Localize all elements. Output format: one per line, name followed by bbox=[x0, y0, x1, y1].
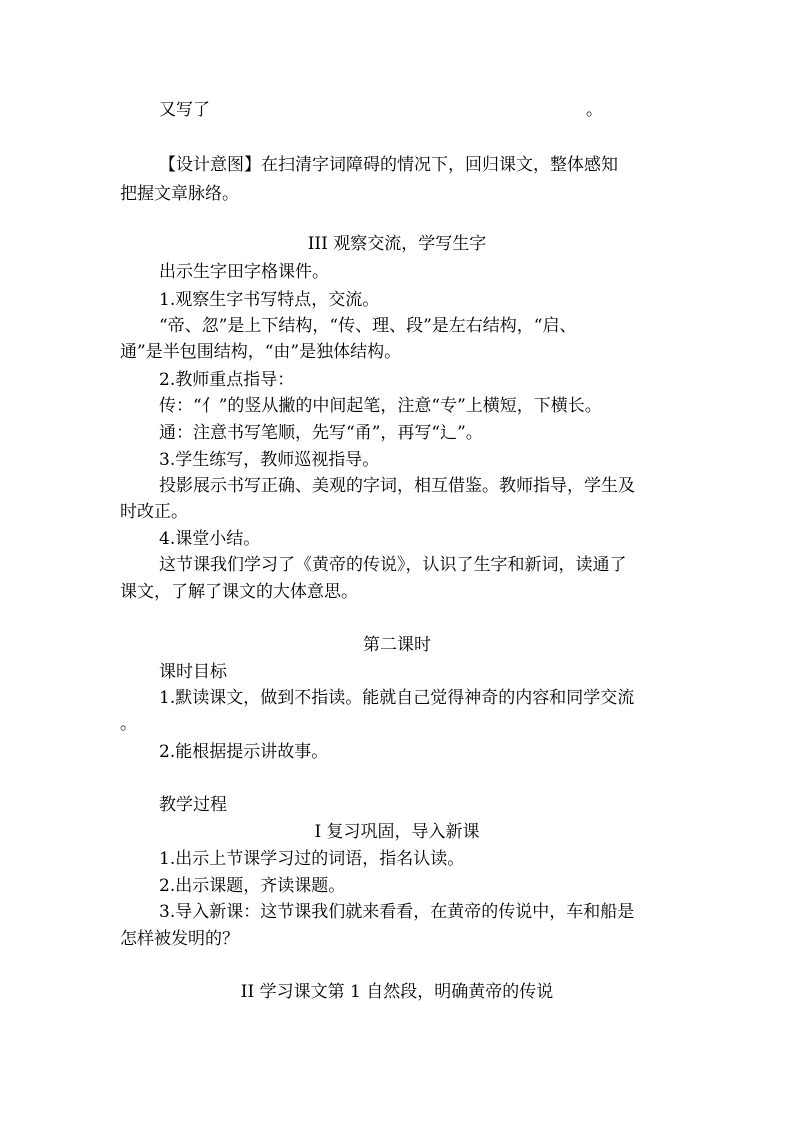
list-item-3: 3.学生练写，教师巡视指导。 bbox=[159, 450, 380, 470]
paragraph-line: 时改正。 bbox=[120, 502, 188, 522]
step-2: 2.出示课题，齐读课题。 bbox=[159, 876, 346, 896]
objective-2: 2.能根据提示讲故事。 bbox=[159, 742, 329, 762]
paragraph-line: 通：注意书写笔顺，先写“甬”，再写“辶”。 bbox=[159, 423, 483, 443]
section-heading-i: I 复习巩固，导入新课 bbox=[314, 822, 480, 842]
paragraph-line: 传：“亻”的竖从撇的中间起笔，注意“专”上横短，下横长。 bbox=[159, 396, 602, 416]
section-heading-ii: II 学习课文第 1 自然段，明确黄帝的传说 bbox=[240, 982, 554, 1002]
section-heading-iii: III 观察交流，学写生字 bbox=[307, 234, 487, 254]
list-item-4: 4.课堂小结。 bbox=[159, 529, 261, 549]
paragraph-line: 课文，了解了课文的大体意思。 bbox=[120, 582, 358, 602]
list-item-1: 1.观察生字书写特点，交流。 bbox=[159, 290, 380, 310]
paragraph-line: 这节课我们学习了《黄帝的传说》，认识了生字和新词，读通了 bbox=[159, 555, 627, 575]
blank-end-period: 。 bbox=[586, 100, 603, 120]
paragraph-line: “帝、忽”是上下结构，“传、理、段”是左右结构，“启、 bbox=[159, 316, 577, 336]
step-3-wrap: 怎样被发明的？ bbox=[120, 929, 239, 949]
objective-1-wrap: 。 bbox=[120, 714, 137, 734]
lesson-two-heading: 第二课时 bbox=[363, 635, 431, 655]
objectives-heading: 课时目标 bbox=[159, 662, 227, 682]
design-intent-line-1: 【设计意图】在扫清字词障碍的情况下，回归课文，整体感知 bbox=[159, 155, 618, 175]
step-3: 3.导入新课：这节课我们就来看看，在黄帝的传说中，车和船是 bbox=[159, 902, 635, 922]
list-item-2: 2.教师重点指导： bbox=[159, 370, 295, 390]
paragraph-line: 投影展示书写正确、美观的字词，相互借鉴。教师指导，学生及 bbox=[159, 476, 635, 496]
process-heading: 教学过程 bbox=[159, 795, 227, 815]
paragraph-line: 通”是半包围结构，“由”是独体结构。 bbox=[120, 342, 402, 362]
paragraph-line: 出示生字田字格课件。 bbox=[159, 262, 329, 282]
objective-1: 1.默读课文，做到不指读。能就自己觉得神奇的内容和同学交流 bbox=[159, 688, 635, 708]
step-1: 1.出示上节课学习过的词语，指名认读。 bbox=[159, 849, 465, 869]
design-intent-line-2: 把握文章脉络。 bbox=[120, 184, 239, 204]
paragraph-line-continuation: 又写了 bbox=[159, 100, 210, 120]
